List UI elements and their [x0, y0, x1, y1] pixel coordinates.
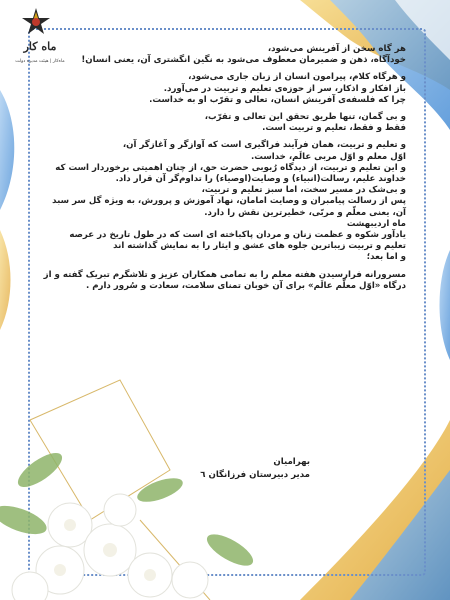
- letter-line: آن، یعنی معلّم و مربّی، خطیرترین نقش را دارد.: [204, 207, 406, 218]
- letter-line: و هرگاه کلام، پیرامون انسان از زبان جاری می‌شود،: [188, 72, 406, 83]
- letter-line: فقط و فقط، تعلیم و تربیت است.: [262, 123, 406, 134]
- letter-line: و بی‌شک در مسیر سخت، اما سبز تعلیم و تربیت،: [201, 185, 406, 196]
- logo-caption: ماه‌کار | هیئت‌ مدیره‌ دولت: [15, 59, 65, 64]
- logo-brand-text: ماه‌ کار: [23, 40, 57, 53]
- white-flowers-decoration: [0, 430, 300, 600]
- letter-line: خداوند علیم، رسالت(انبیاء) و وصایت(اوصیاء) را تداوم‌گر آن قرار داد.: [115, 174, 406, 185]
- letter-line: مسرورانه فرارسیدن هفته معلم را به تمامی همکاران عزیز و تلاشگرم تبریک گفته و از: [43, 269, 406, 280]
- paragraph-3: [40, 112, 406, 134]
- letter-line: و تعلیم و تربیت، همان فرآیند فراگیری است که آوازگر و آغازگر آن،: [122, 140, 406, 151]
- letter-line: پس از رسالت پیامبران و وصایت امامان، نهاد آموزش و پرورش، به ویژه گل سر سبد: [52, 196, 406, 207]
- letter-line: اوّل معلم و اوّل مربی عالَم، خداست.: [250, 151, 406, 162]
- letter-line: و اما بعد؛: [366, 252, 406, 263]
- letter-line: هر گاه سخن از آفرینش می‌شود،: [267, 44, 406, 54]
- letter-line: درگاه «اوّل معلّم عالَم» برای آن خوبان تمنای سلامت، سعادت و سُرور دارم .: [85, 280, 406, 291]
- letter-line: ماه اردیبهشت: [346, 218, 406, 229]
- letter-line: تعلیم و تربیت زیباترین جلوه های عشق و ایثار را به نمایش گذاشته اند: [113, 241, 406, 252]
- letter-line: باز افکار و اذکار، سر از حوزه‌ی تعلیم و تربیت در می‌آورد.: [163, 83, 406, 94]
- letter-body: [40, 44, 406, 298]
- letter-line: چرا که فلسفه‌ی آفرینش انسان، تعالی و تقرّب او به خداست.: [149, 94, 406, 105]
- paragraph-4: [40, 140, 406, 263]
- letter-line: خودآگاه، ذهن و ضمیرمان معطوف می‌شود به نگین انگشتری آن، یعنی انسان!: [81, 55, 406, 66]
- logo-emblem-icon: [32, 18, 40, 26]
- letter-line: یادآور شکوه و عظمت زنان و مردان پاکباخته ای است که در طول تاریخ در عرصه: [69, 230, 406, 241]
- paragraph-2: [40, 72, 406, 106]
- paragraph-1: [40, 44, 406, 66]
- paragraph-5: [40, 270, 406, 292]
- letter-line: و بی گمان، تنها طریق تحقق این تعالی و تقرّب،: [204, 112, 406, 123]
- signature-name: بهرامیان: [273, 457, 310, 467]
- letter-line: و این تعلیم و تربیت، از دیدگاه رُبوبی حضرت حق، از چنان اهمیتی برخوردار است که: [55, 162, 406, 173]
- signature-title: مدیر دبیرستان فرزانگان ٦: [200, 470, 310, 480]
